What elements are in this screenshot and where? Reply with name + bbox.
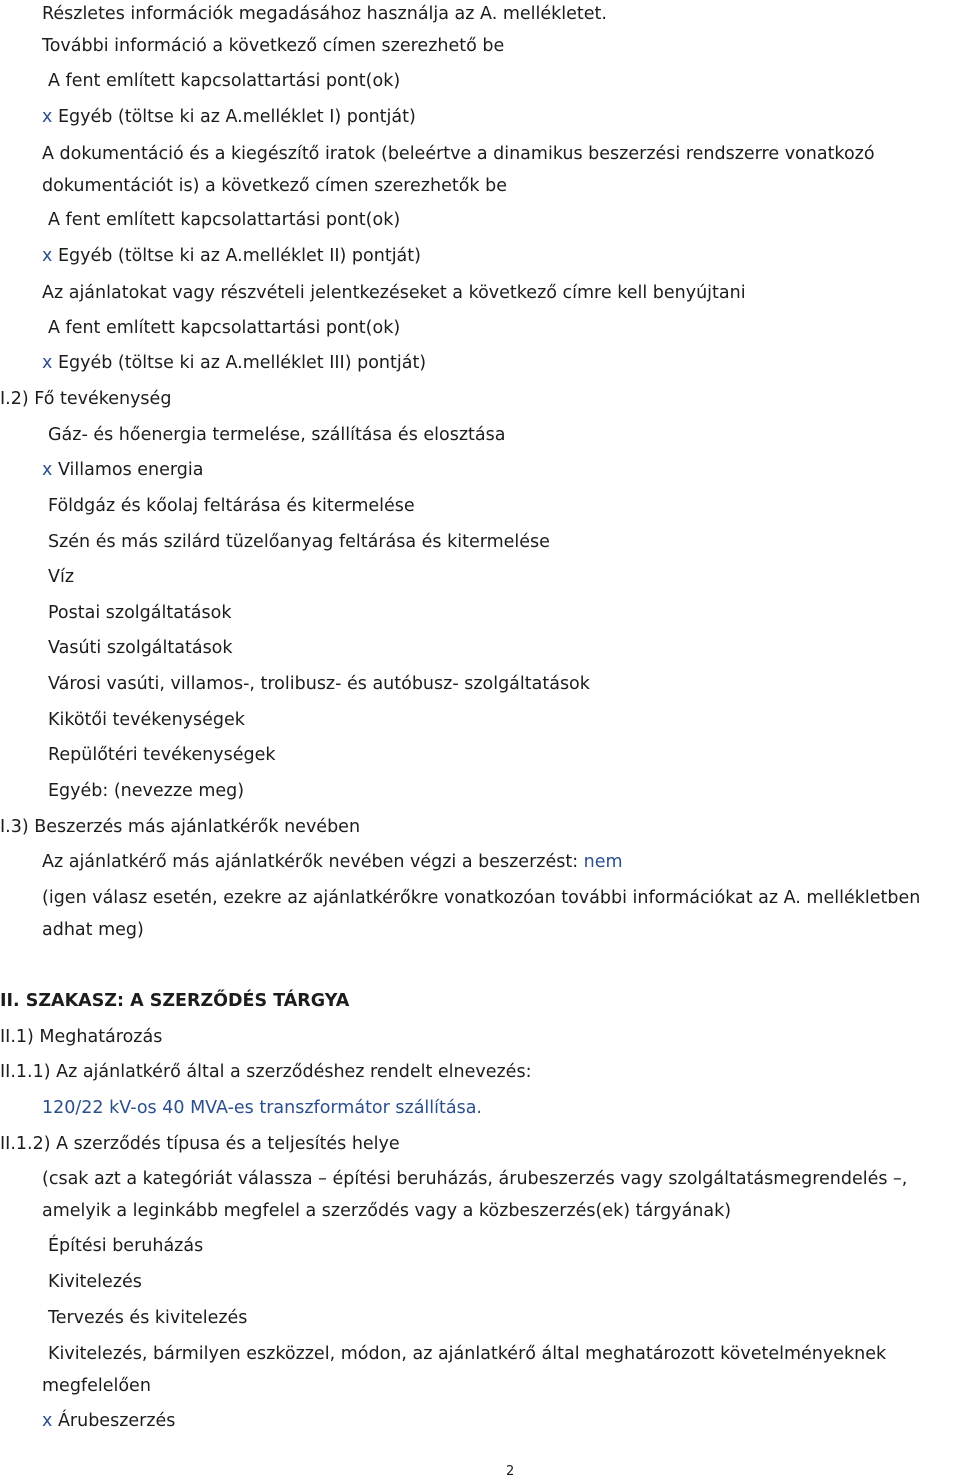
- text-line: Az ajánlatkérő más ajánlatkérők nevében végzi a beszerzést: nem: [42, 852, 623, 872]
- text-line: amelyik a leginkább megfelel a szerződés vagy a közbeszerzés(ek) tárgyának): [42, 1201, 732, 1221]
- section-heading: I.2) Fő tevékenység: [0, 389, 172, 409]
- answer-value: nem: [583, 852, 623, 872]
- option-line: A fent említett kapcsolattartási pont(ok): [48, 210, 401, 230]
- text-line: (igen válasz esetén, ezekre az ajánlatkérőkre vonatkozóan további információkat az A. mellékletben: [42, 888, 921, 908]
- section-heading: II.1) Meghatározás: [0, 1027, 163, 1047]
- option-line: A fent említett kapcsolattartási pont(ok): [48, 71, 401, 91]
- checkbox-mark: x: [42, 246, 53, 266]
- checkbox-mark: x: [42, 1411, 53, 1431]
- option-line: Repülőtéri tevékenységek: [48, 745, 276, 765]
- option-line: A fent említett kapcsolattartási pont(ok): [48, 318, 401, 338]
- section-heading: II.1.2) A szerződés típusa és a teljesítés helye: [0, 1134, 400, 1154]
- page-number: 2: [506, 1464, 515, 1479]
- text-line: A dokumentáció és a kiegészítő iratok (beleértve a dinamikus beszerzési rendszerre vonatkozó: [42, 144, 875, 164]
- text-line: megfelelően: [42, 1376, 151, 1396]
- section-heading: II.1.1) Az ajánlatkérő által a szerződéshez rendelt elnevezés:: [0, 1062, 532, 1082]
- text-line: Az ajánlatokat vagy részvételi jelentkezéseket a következő címre kell benyújtani: [42, 283, 746, 303]
- option-line: Gáz- és hőenergia termelése, szállítása és elosztása: [48, 425, 506, 445]
- option-line: Szén és más szilárd tüzelőanyag feltárása és kitermelése: [48, 532, 550, 552]
- checkbox-mark: x: [42, 460, 53, 480]
- text-line: dokumentációt is) a következő címen szerezhetők be: [42, 176, 507, 196]
- option-line: Kivitelezés: [48, 1272, 142, 1292]
- option-line-checked: x Egyéb (töltse ki az A.melléklet II) pontját): [42, 246, 421, 266]
- section-title: II. SZAKASZ: A SZERZŐDÉS TÁRGYA: [0, 991, 350, 1011]
- option-line: Vasúti szolgáltatások: [48, 638, 233, 658]
- option-line: Tervezés és kivitelezés: [48, 1308, 248, 1328]
- option-line: Földgáz és kőolaj feltárása és kitermelése: [48, 496, 415, 516]
- option-line-checked: x Egyéb (töltse ki az A.melléklet I) pontját): [42, 107, 416, 127]
- option-line: Városi vasúti, villamos-, trolibusz- és autóbusz- szolgáltatások: [48, 674, 590, 694]
- option-line: Egyéb: (nevezze meg): [48, 781, 245, 801]
- option-line: Kivitelezés, bármilyen eszközzel, módon, az ajánlatkérő által meghatározott követelményeknek: [48, 1344, 887, 1364]
- section-heading: I.3) Beszerzés más ajánlatkérők nevében: [0, 817, 361, 837]
- text-line: További információ a következő címen szerezhető be: [42, 36, 505, 56]
- option-line: Postai szolgáltatások: [48, 603, 232, 623]
- text-line: adhat meg): [42, 920, 144, 940]
- option-line: Építési beruházás: [48, 1236, 204, 1256]
- option-line-checked: x Villamos energia: [42, 460, 204, 480]
- checkbox-mark: x: [42, 353, 53, 373]
- checkbox-mark: x: [42, 107, 53, 127]
- option-line-checked: x Árubeszerzés: [42, 1411, 176, 1431]
- option-line: Kikötői tevékenységek: [48, 710, 245, 730]
- option-line: Víz: [48, 567, 75, 587]
- contract-name: 120/22 kV-os 40 MVA-es transzformátor szállítása.: [42, 1098, 482, 1118]
- text-line: (csak azt a kategóriát válassza – építési beruházás, árubeszerzés vagy szolgáltatásmegrendelés –,: [42, 1169, 908, 1189]
- text-line: Részletes információk megadásához használja az A. mellékletet.: [42, 4, 607, 24]
- option-line-checked: x Egyéb (töltse ki az A.melléklet III) pontját): [42, 353, 427, 373]
